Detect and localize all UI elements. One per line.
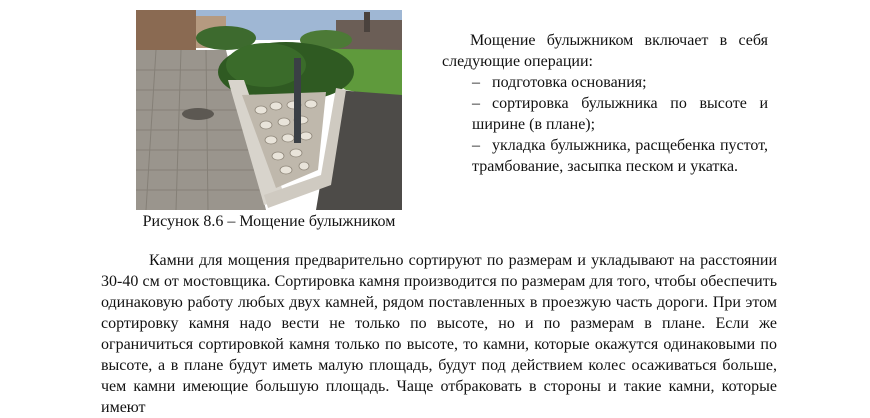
operations-block	[442, 30, 768, 177]
list-item	[472, 93, 768, 135]
list-item	[472, 72, 768, 93]
bullet-dash: –	[472, 74, 480, 91]
body-paragraph-block	[101, 250, 777, 418]
figure-caption: Рисунок 8.6 – Мощение булыжником	[142, 213, 396, 230]
operations-list	[442, 72, 768, 177]
list-item	[472, 135, 768, 177]
list-item-text: укладка булыжника, расщебенка пустот, трамбование, засыпка песком и укатка.	[472, 137, 768, 175]
cobblestone-photo	[136, 10, 402, 210]
bullet-dash: –	[472, 95, 480, 112]
list-item-text: сортировка булыжника по высоте и ширине (в плане);	[472, 95, 768, 133]
bullet-dash: –	[472, 137, 480, 154]
body-paragraph: Камни для мощения предварительно сортируют по размерам и укладывают на расстоянии 30-40 см от мостовщика. Сортировка камня производится по размерам для того, чтобы обеспечить одинаковую работу любых двух камней, рядом поставленных в проезжую часть дороги. При этом сортировку камня надо вести не только по высоте, но и по размерам в плане. Если же ограничиться сортировкой камня только по высоте, то камни, которые окажутся одинаковыми по высоте, а в плане будут иметь малую площадь, будут под действием колес осаживаться больше, чем камни имеющие большую площадь. Чаще отбраковать в стороны и такие камни, которые имеют	[101, 252, 777, 416]
list-item-text: подготовка основания;	[492, 74, 647, 91]
operations-intro: Мощение булыжником включает в себя следующие операции:	[442, 32, 768, 70]
